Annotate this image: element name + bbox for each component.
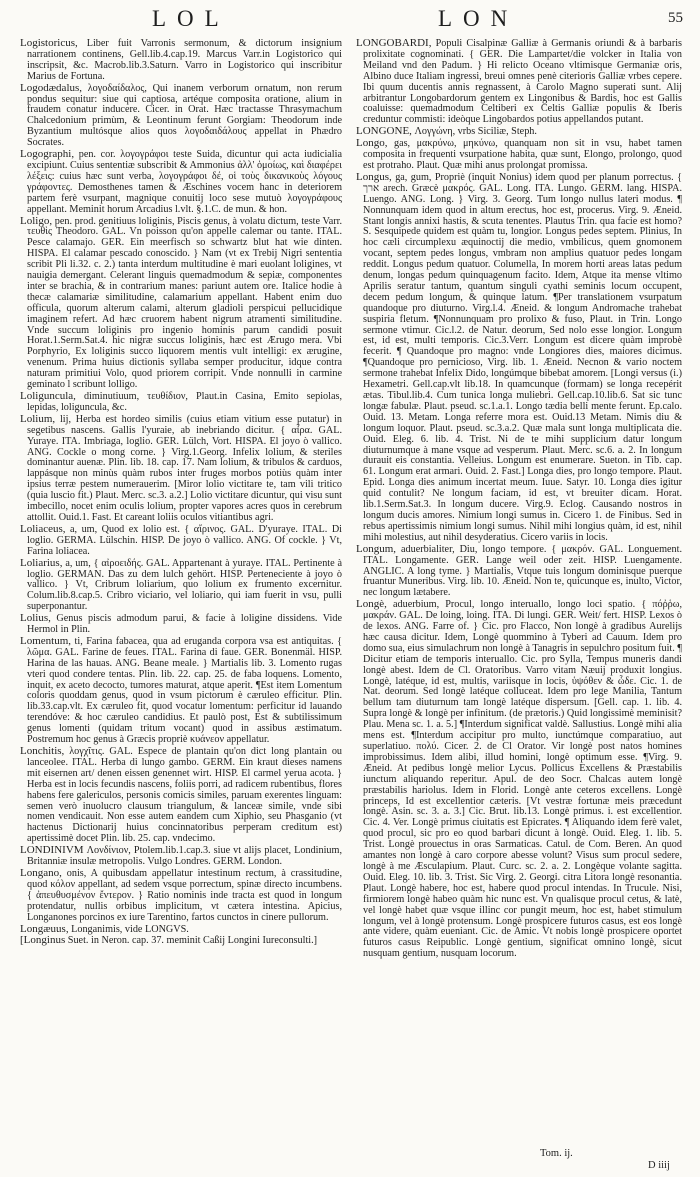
headword: Loliaceus,: [20, 522, 66, 535]
dictionary-entry: [20, 558, 342, 614]
dictionary-entry: [20, 613, 342, 636]
headword: Logodædalus,: [20, 81, 83, 94]
headword: Logographi,: [20, 148, 75, 161]
entry-definition: pen. cor. λογογράφοι teste Suida, dicuntur qui acta iudicialia excipiunt. Cuius sententiæ subscribit & Ammonius ἀλλ' ὁμοίως, καὶ διαφέρει λέξεις: cuius hæc sunt verba, λογογράφοι δέ, οἱ τοὺς δικανικοὺς λόγους γράφοντες. Demosthenes tamen & Æschines vocem hanc in deteriorem partem ferè vsurpant, magnique conuitij loco sese mutuò λογογράφους appellant. Meminit horum Arcadius l.vlt. §.1.C. de mun. & hon.: [27, 149, 342, 215]
dictionary-entry: [356, 544, 682, 600]
dictionary-entry: [20, 216, 342, 392]
entry-definition: Genus piscis admodum parui, & facie à loligine dissidens. Vide Hermol in Plin.: [27, 613, 342, 636]
headword: LONGONE,: [356, 125, 412, 138]
entry-definition: Populi Cisalpinæ Galliæ à Germanis oriundi & à barbaris prolixitate cognominati. { GER. Die Lampartet/die volcker in Italia von Meiland vnd den Padum. } Hi relicto Oceano vltimisque Germaniæ oris, Albino duce Italiam ingressi, breui omnes penè citerioris Galliæ vrbes cepere. Ibi quum ducentis annis regnassent, à Carolo Magno superati sunt. Alij arbitrantur Longobardorum gentem ex Lingonibus & Bardis, hoc est Gallis coaluisse: quemadmodum Celtiberi ex Celtis Galliæ populis & Iberis creduntur commisti: ideòque Lingobardos potius appellandos putant.: [363, 38, 682, 126]
headword: Longum,: [356, 542, 397, 555]
dictionary-entry: [20, 391, 342, 414]
volume-signature: Tom. ij.: [540, 1148, 573, 1159]
dictionary-entry: [20, 636, 342, 746]
entry-definition: gas, μακρύνω, μηκύνω, quanquam non sit in vsu, habet tamen composita in frequenti vsurpatione habita, quæ sunt, Elongo, prolongo, quod est protraho. Plaut. Quæ mihi anus prolongat promissa.: [363, 138, 682, 171]
headword: Logistoricus,: [20, 38, 78, 49]
dictionary-entry: [20, 149, 342, 215]
headword: [Longinus: [20, 934, 66, 947]
right-column: [356, 38, 682, 1146]
entry-definition: Λογγώνη, vrbs Siciliæ, Steph.: [414, 126, 537, 138]
entry-definition: Liber fuit Varronis sermonum, & dictorum insignium narrationem continens, Gell.lib.4.cap.19. Marcus Varr.in Logistorico qui inscripsit, &c. Macrob.lib.3.Saturn. Varro in Logistorico qui inscribitur Marius de Fortuna.: [27, 38, 342, 82]
headword: Lolius,: [20, 612, 51, 625]
entry-definition: pen. prod. genitiuus loliginis, Piscis genus, à volatu dictum, teste Varr. τευθὶς Theodoro. GAL. Vn poisson qu'on appelle calemar ou tante. ITAL. Pesce calamajo. GER. Ein meerfisch so schwartz blut hat wie dinten. HISPA. El calamar pescado conoscido. } Nam (vt ex Trebij Nigri sententia scribit Pli li.32. c. 2.) tanta interdum multitudine è mari euolant loligines, vt nauigia demergant. Celerant linguis quemadmodum & sepiæ, componentes inter se brachia, & in contrarium manes: pariunt autem ore. Italice hodie à thecæ calamariæ similitudine, calamarium appellant. Habent enim duo officula, quorum alterum calami, alterum gladioli perspicui pellucidique imaginem refert. Ad hæc cruorem habent nigrum atramenti similitudine. Vnde succum loliginis pro ingenio hominis parum candidi posuit Horat.1.Serm.Sat.4. hic nigræ succus loliginis, hæc est Ærugo mera. Vbi Porphyrio, Ex loliginis succo liquorem mentis vult intelligi: ex ærugine, venenum. Prima huius dictionis syllaba semper producitur, idque contra naturam primitiui Volo, quod priorem corripit. Vnde nonnulli in carmine geminato l scribunt lolligo.: [27, 215, 342, 391]
headword: Longè,: [356, 598, 387, 611]
dictionary-entry: [20, 83, 342, 149]
dictionary-entry: [20, 935, 342, 947]
entry-definition: diminutiuum, τευθίδιον, Plaut.in Casina, Emito sepiolas, lepidas, loliguncula, &c.: [27, 391, 342, 413]
headword: Loliarius,: [20, 556, 63, 569]
entry-definition: a, um, { αἰροειδής. GAL. Appartenant à yuraye. ITAL. Pertinente à loglio. GERMAN. Das zu dem lulch gehört. HISP. Perteneciente à joyo ò vallico. } Vt, Cribrum loliarium, quo lolium ex frumento excernitur. Colum.lib.8.cap.5. Cribro viciario, vel loliario, qui iam fuerit in vsu, pulli superponantur.: [27, 557, 342, 613]
headword: Longus,: [356, 170, 392, 183]
dictionary-entry: [356, 126, 682, 138]
dictionary-entry: [356, 599, 682, 960]
entry-definition: Longanimis, vide LONGVS.: [71, 923, 189, 935]
dictionary-entry: [356, 138, 682, 172]
dictionary-entry: [356, 38, 682, 126]
entry-definition: Suet. in Neron. cap. 37. meminit Caßij Longini Iureconsulti.]: [67, 935, 318, 947]
headword: Longano,: [20, 866, 62, 879]
headword: LONDINIVM: [20, 844, 84, 857]
headword: Longo,: [356, 137, 388, 150]
entry-definition: λογχῖτις. GAL. Espece de plantain qu'on dict long plantain ou lanceolee. ITAL. Herba di lungo gambo. GERM. Ein kraut dieses namens mit eisernen art/ denen eissen genennet wirt. HISP. El carmel yerua acota. } Herba est in locis fecundis nascens, foliis porri, ad radicem rubentibus, flores habens fere galericulos, personis comicis similes, paruam exerentes linguam: semen verò inuolucro clausum triangulum, & lanceæ simile, vnde sibi nomen vendicauit. Non esse autem eandem cum Xiphio, seu Phasganio (vt hactenus Dictionarij huius concinnatoribus perperam creditum est) apertissimè docet Plin. lib. 25. cap. vndecimo.: [27, 746, 342, 845]
headword: Lonchitis,: [20, 745, 65, 757]
entry-definition: ga, gum, Propriè (inquit Nonius) idem quod per planum porrectus. { ארך arech. Græcè μακρός. GAL. Long. ITA. Lungo. GERM. lang. HISPA. Luengo. ANG. Long. } Virg. 3. Georg. Tum longo nullus lateri modus. ¶ Nonnunquam idem quod in altum erectus, hoc est, procerus. Virg. 9. Æneid. Stant longis annixi hastis, & scuta tenentes. Plautus Trin. qua facie est homo? S. Sesquipede quidem est quàm tu, longior. Longus pedes septem. Plinius, In hoc cæli circumplexu æquinoctij die medio, vmbilicus, quem gnomonem vocant, septem pedes longus, vmbram non amplius quatuor pedes longam reddit. Longus pedum quatuor. Columella, In morem horti areas latas pedum denum, longas pedum quinquagenum facito. Idem, Atque ita mense vltimo Aprilis seratur tantum, quantum singuli cyathi seminis locum occupent, decem pedum longum, & quinque latum. ¶Per translationem vsurpatum quandoque pro diuturno. Virg.l.4. Æneid. & longum Andromache trahebat suspiria fletum. ¶Nonnunquam pro prolixo & fuso, Plaut. in Trin. Longo sermone vtimur. Cic.l.2. de Natur. deorum, Sed nolo esse longior. Longum est, id est, multi temporis. Cic.3.Verr. Longum est dicere quàm improbè fecerit. ¶ Quandoque pro magno: vnde Longiores dies, maiores dicimus. ¶Quandoque pro pernicioso, Virg. lib. 1. Æneid. Necnon & vario noctem sermone trahebat Infelix Dido, longúmque bibebat amorem. [Longi versus (i.) Hexametri. Gell.cap.vlt lib.18. In quamcunque (formam) se longa recepérit ætas. Tibul.lib.4. Cum tunica longa muliebri. Gell.cap.10.lib.6. Sat sic tunc longæ fabulæ. Plaut. pseud. sc.1.a.1. Longo tædia belli mente ferunt. Ep.calo. Ouid. 13. Metam. Longa referre mora est. Ouid.13 Metam. Nimis diu & longum loquor. Plaut. pseud. sc.3.a.2. Quæ mala sunt longa multiplicata die. Ouid. Eleg. 6. lib. 4. Trist. Ni de te mihi supplicium datur longum diuturnumque à mane vsque ad vesperum. Plaut. Merc. sc.6. a. 2. In longum durauit eis constantia. Velleius. Longum est enumerare. Sueton. in Tib. cap. 61. Longum erat armari. Ouid. 2. Fast.] Longa dies, pro longo tempore. Plaut. Epid. Longa dies animum incertat meum. Iuue. Satyr. 10. Longa dies igitur quid contulit? Ne longum faciam, id est, vt breuiter dicam. Horat. lib.1.Serm.Sat.3. In longum ducere. Virg.9. Eclog. Causando nostros in longum ducis amores. Nimium longi sumus in. Cicero 1. de Finibus. Sed in rebus apertissimis nimium longi sumus. Nihil mihi longius quàm, id est, nihil mihi molestius, aut nihil desyderatius. Cicero variis in locis.: [363, 171, 682, 543]
dictionary-entry: [20, 414, 342, 524]
entry-definition: aduerbium, Procul, longo interuallo, longo loci spatio. { πόῤῥω, μακράν. GAL. De loing, loing. ITA. Di lungi. GER. Weit/ fert. HISP. Lexos ò de lexos. ANG. Farre of. } Cic. pro Flacco, Non longè à gradibus Aurelijs hæc causa dicitur. Idem, Longè quommino à Tyberi ad Cauum. Idem pro domo sua, eius simulachrum non longè à Tanagris in sepulchro positum fuit. ¶ Dicitur etiam de temporis interuallo. Cic. pro Sylla, Tempus muneris dandi longè abest. Idem de Cl. Oratoribus. Varro vitam Næuij produxit longius. Longè, latéque, id est, multis, variisque in locis, ὑψόθεν & ὧδε. Cic. 1. de Nat. deorum. Sed longè latéque colluceat. Idem pro lege Manilia, Tantum bellum tam diuturnum tam longè latéque dispersum. [Gell. cap. 1. lib. 4. Supra longè & longè per infinitum. (de prætoris.) Quid longissimè meminisit? Plau. Mena sc. 1. a. 5.] ¶Interdum significat valdè. Sallustius. Longè mihi alia mens est. ¶Interdum accipitur pro multo, iunctúmque comparatiuo, aut superlatiuo. πολύ. Cicer. 2. de Cl Orator. Vir longè post natos homines improbissimus. Idem alibi, illud homini, longè optimum esse. ¶Virg. 9. Æneid. At pedibus longè melior Lycus. Pollicus Excellens & Præstabilis iunctum aliquando reperitur. Apul. de deo Socr. Chalcas autem longè præstabilis hariolus. Idem in Florid. Longè ante ceteros excellens. Longè princeps, Id est excellentior cæteris. [Vt vestræ fortunæ meis præcedunt longè. Asin. sc. 3. a. 3.] Cic. Brut. lib.13. Longè primus. i. est excellentior. Cic. 4. Ver. Longè primus ciuitatis est Epicrates. ¶ Aliquando idem ferè valet, quod procul, sic pro eo quod barbari dicunt à longè. Ouid. Eleg. 1. lib. 5. Trist. Longè prouectus in oras Sarmaticas. Catul. de Com. Beren. An quod amantes non longè à caro corpore abesse volunt? Visus sum procul sedere, longè à me Æsculapium. Plaut. Curc. sc. 2. a. 2. Longèque volante sagitta. Ouid. Eleg. 10. lib. 3. Trist. Sic Virg. 2. Georgi. citra Litora longè resonantia. Plaut. Longè habere, hoc est, habere quod procul intendas. In Trucule. Nisi, firmiorem longè habeo quàm hic nunc est. Vn qualisque procul cetus, & latè, vel longè habet quæ vsque illinc cor pungit meum, hoc est, habet stimulum longum, vel à longè protensum. Longè prospicere futuros casus, est eos longè ante videre, quàm eueniant. Cic. de Amic. Vt nobis longè prospicere oportet futuros casus Reipublic. Longè gentium, significat omnino longè, sicut nusquam gentium, nusquam locorum.: [363, 599, 682, 960]
headword: Loliguncula,: [20, 390, 76, 402]
headword: Lolium,: [20, 412, 56, 425]
entry-definition: lij, Herba est hordeo similis (cuius etiam vitium esse putatur) in segetibus nascens. Gallis l'yuraie, ab inebriando dicitur. { αἶρα. GAL. Yuraye. ITA. Imbriaga, loglio. GER. Lülch, Vort. HISPA. El joyo ò vallico. ANG. Cockle o mong corne. } Virg.1.Georg. Infelix lolium, & steriles dominantur auenæ. Plin. lib. 18. cap. 17. Nam lolium, & tribulos & carduos, lappásque non minùs quàm rubos inter fruges morbos potiùs quàm inter ipsius terræ pestem numerauerim. [Miror lolio victitare te, tam vili tritico (quia luscio fit.) Plaut. Merc. sc.3. a.2.] Lolio victitare dicuntur, qui visu sunt imbecillo, nocet enim oculis lolium, propter vapores acres quos in cerebrum attollit. Ouid.1. Fast. Et careant loliis oculos vitiantibus agri.: [27, 413, 342, 523]
headword: Loligo,: [20, 214, 53, 227]
dictionary-entry: [20, 746, 342, 845]
entry-definition: λογοδαίδαλος, Qui inanem verborum ornatum, non rerum pondus sequitur: siue qui captiosa, artéque composita oratione, alium in fraudem conatur inducere. Cicer. in Orat. Hæc tractasse Thrasymachum Chalcedonium primùm, & Leontinum ferunt Gorgiam: Theodorum inde Byzantium multósque alios quos λογοδαιδάλους appellat in Phædro Socrates.: [27, 82, 342, 149]
entry-definition: aduerbialiter, Diu, longo tempore. { μακρόν. GAL. Longuement. ITAL. Longamente. GER. Lange weil oder zeit. HISP. Luengamente. ANGLIC. A long tyme. } Martialis, Vtque tuis longum dominisque puerque fruantur Muneribus. Virg. lib. 10. Æneid. Non te, quicunque es, inulto, Victor, nec longum lætabere.: [363, 543, 682, 599]
page-number: 55: [668, 10, 683, 26]
dictionary-entry: [20, 524, 342, 558]
dictionary-entry: [356, 172, 682, 544]
dictionary-entry: [20, 845, 342, 868]
entry-definition: ti, Farina fabacea, qua ad eruganda corpora vsa est antiquitas. { λῶμα. GAL. Farine de feues. ITAL. Farina di faue. GER. Bonenmäl. HISP. Harina de las hauas. ANG. Beane meale. } Martialis lib. 3. Lomento rugas vteri quod condere tentas. Plin. lib. 22. cap. 25. de faba loquens. Lomento, inquit, ex aceto decocto, tumores maturat, atque aperit. ¶Est item Lomentum coloris quoddam genus, quod in vsum pictorum è cæruleo efficitur. Plin. lib.33.cap.vlt. Ex cæruleo fit, quod vocatur lomentum: perficitur id lauando terendóve: & hoc cæruleo candidius. Et paulò post, Est & subtilissimum genus lomenti (quidam tritum vocant) quod in assibus æstimatum. Postremum hoc genus à Græcis propriè κυάνεον appellatur.: [27, 635, 342, 746]
left-column: [20, 38, 342, 1146]
running-head-left: LOL: [152, 6, 230, 31]
running-head-right: LON: [438, 6, 519, 31]
dictionary-entry: [20, 868, 342, 924]
headword: LONGOBARDI,: [356, 38, 432, 49]
headword: Longæuus,: [20, 922, 69, 935]
dictionary-entry: [20, 924, 342, 936]
entry-definition: Λονδίνιον, Ptolem.lib.1.cap.3. siue vt alijs placet, Londinium, Britanniæ insulæ metropolis. Vulgo Londres. GERM. London.: [27, 845, 342, 868]
entry-definition: onis, A quibusdam appellatur intestinum rectum, à crassitudine, quod κόλον appellant, ad sedem vsque porrectum, spinæ directo incumbens. { ἀπευθυσμένον ἔντερον. } Ratio nominis inde tracta est quod in longum protendatur, nullis orbibus implicitum, vt cætera intestina. Apicius, Longanones porcinos ex iure Tarentino, fartos cunctos in cinere pullorum.: [27, 867, 342, 923]
entry-definition: a, um, Quod ex lolio est. { αἴρινος. GAL. D'yuraye. ITAL. Di loglio. GERMA. Lülschin. HISP. De joyo ò vallico. ANG. Of cockle. } Vt, Farina loliacea.: [27, 523, 342, 557]
headword: Lomentum,: [20, 634, 72, 647]
gathering-mark: D iiij: [648, 1160, 670, 1171]
dictionary-entry: [20, 38, 342, 83]
